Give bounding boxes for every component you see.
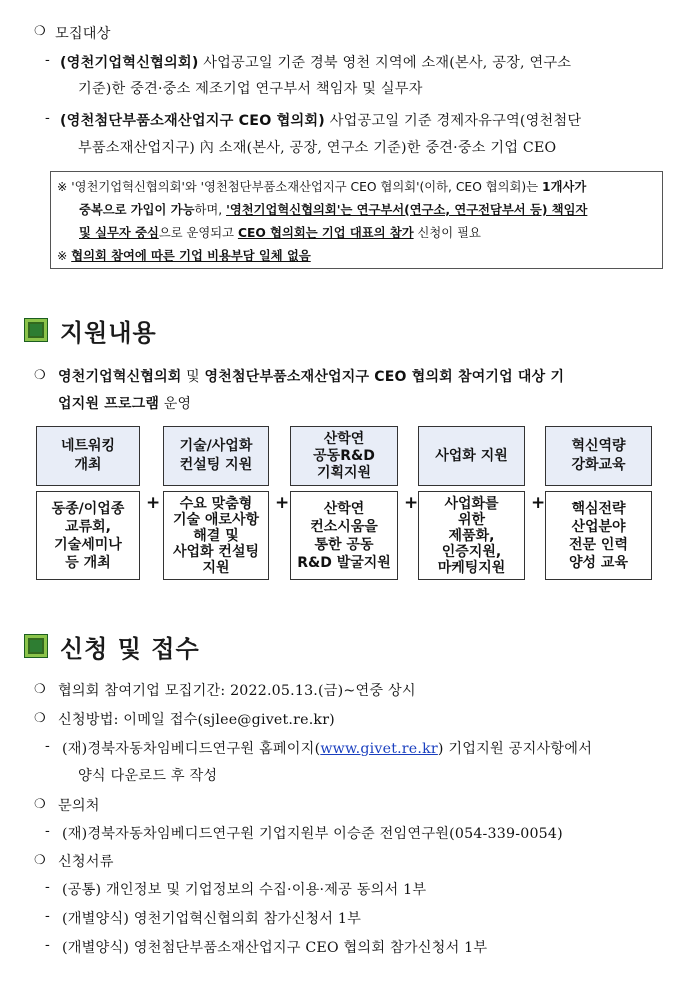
program-head-commercial: 사업화 지원 <box>418 426 525 486</box>
program-body-consulting: 수요 맞춤형 기술 애로사항 해결 및 사업화 컨설팅 지원 <box>163 491 269 580</box>
homepage-link[interactable]: www.givet.re.kr <box>320 741 438 757</box>
recruit-heading: 모집대상 <box>55 26 111 42</box>
circle-bullet-icon: ❍ <box>34 368 46 383</box>
dash-bullet: - <box>45 937 50 953</box>
program-head-consulting: 기술/사업화 컨설팅 지원 <box>163 426 269 486</box>
circle-bullet-icon: ❍ <box>34 24 46 39</box>
program-head-networking: 네트워킹 개최 <box>36 426 140 486</box>
recruit-item-2-label: (영천첨단부품소재산업지구 CEO 협의회) <box>60 113 325 129</box>
recruit-item-2-text: 사업공고일 기준 경제자유구역(영천첨단 <box>325 113 582 129</box>
program-body-education: 핵심전략 산업분야 전문 인력 양성 교육 <box>545 491 652 580</box>
circle-bullet-icon: ❍ <box>34 853 46 868</box>
dash-bullet: - <box>45 908 50 924</box>
recruit-item-1-line-1 <box>60 52 571 72</box>
apply-docs: 신청서류 <box>58 854 114 870</box>
section-square-icon <box>24 318 48 342</box>
apply-period: 협의회 참여기업 모집기간: 2022.05.13.(금)~연중 상시 <box>58 683 416 699</box>
apply-section-title: 신청 및 접수 <box>60 635 200 663</box>
support-intro-line-2: 업지원 프로그램 운영 <box>58 396 192 412</box>
plus-sign: + <box>275 493 290 513</box>
dash-bullet: - <box>45 738 50 754</box>
apply-docs-item-2: (개별양식) 영천기업혁신협의회 참가신청서 1부 <box>62 911 362 927</box>
apply-docs-item-3: (개별양식) 영천첨단부품소재산업지구 CEO 협의회 참가신청서 1부 <box>62 940 488 956</box>
apply-method-sub-line-1: (재)경북자동차임베디드연구원 홈페이지(www.givet.re.kr) 기업지원 공지사항에서 <box>62 741 593 757</box>
support-intro-line-1: 영천기업혁신협의회 및 영천첨단부품소재산업지구 CEO 협의회 참여기업 대상 기 <box>58 369 565 385</box>
program-body-rnd: 산학연 컨소시움을 통한 공동 R&D 발굴지원 <box>290 491 398 580</box>
dash-bullet: - <box>45 52 50 68</box>
apply-docs-item-1: (공통) 개인정보 및 기업정보의 수집·이용·제공 동의서 1부 <box>62 882 427 898</box>
dash-bullet: - <box>45 879 50 895</box>
dash-bullet: - <box>45 823 50 839</box>
note-box <box>50 171 663 269</box>
note-line-4: ※ 협의회 참여에 따른 기업 비용부담 일체 없음 <box>57 249 311 263</box>
apply-method: 신청방법: 이메일 접수(sjlee@givet.re.kr) <box>58 712 335 728</box>
support-section-title: 지원내용 <box>60 319 157 347</box>
recruit-item-1-label: (영천기업혁신협의회) <box>60 55 199 71</box>
program-head-education: 혁신역량 강화교육 <box>545 426 652 486</box>
program-head-rnd: 산학연 공동R&D 기획지원 <box>290 426 398 486</box>
apply-contact: 문의처 <box>58 798 100 814</box>
note-line-2: 중복으로 가입이 가능하며, '영천기업혁신협의회'는 연구부서(연구소, 연구전담부서 등) 책임자 <box>79 203 588 217</box>
program-body-commercial: 사업화를 위한 제품화, 인증지원, 마케팅지원 <box>418 491 525 580</box>
circle-bullet-icon: ❍ <box>34 797 46 812</box>
program-body-networking: 동종/이업종 교류회, 기술세미나 등 개최 <box>36 491 140 580</box>
plus-sign: + <box>146 493 161 513</box>
recruit-item-1-text: 사업공고일 기준 경북 영천 지역에 소재(본사, 공장, 연구소 <box>198 55 572 71</box>
recruit-item-2-line-2: 부품소재산업지구) 內 소재(본사, 공장, 연구소 기준)한 중견·중소 기업 CEO <box>78 140 557 156</box>
circle-bullet-icon: ❍ <box>34 682 46 697</box>
plus-sign: + <box>404 493 419 513</box>
apply-method-sub-line-2: 양식 다운로드 후 작성 <box>78 768 218 784</box>
note-line-1: ※ '영천기업혁신협의회'와 '영천첨단부품소재산업지구 CEO 협의회'(이하, CEO 협의회)는 1개사가 <box>57 180 587 194</box>
section-square-icon <box>24 634 48 658</box>
dash-bullet: - <box>45 110 50 126</box>
recruit-item-2-line-1 <box>60 110 581 130</box>
plus-sign: + <box>531 493 546 513</box>
apply-contact-sub: (재)경북자동차임베디드연구원 기업지원부 이승준 전임연구원(054-339-0054) <box>62 826 563 842</box>
recruit-item-1-line-2: 기준)한 중견·중소 제조기업 연구부서 책임자 및 실무자 <box>78 81 423 97</box>
note-line-3: 및 실무자 중심으로 운영되고 CEO 협의회는 기업 대표의 참가 신청이 필요 <box>79 226 481 240</box>
circle-bullet-icon: ❍ <box>34 711 46 726</box>
